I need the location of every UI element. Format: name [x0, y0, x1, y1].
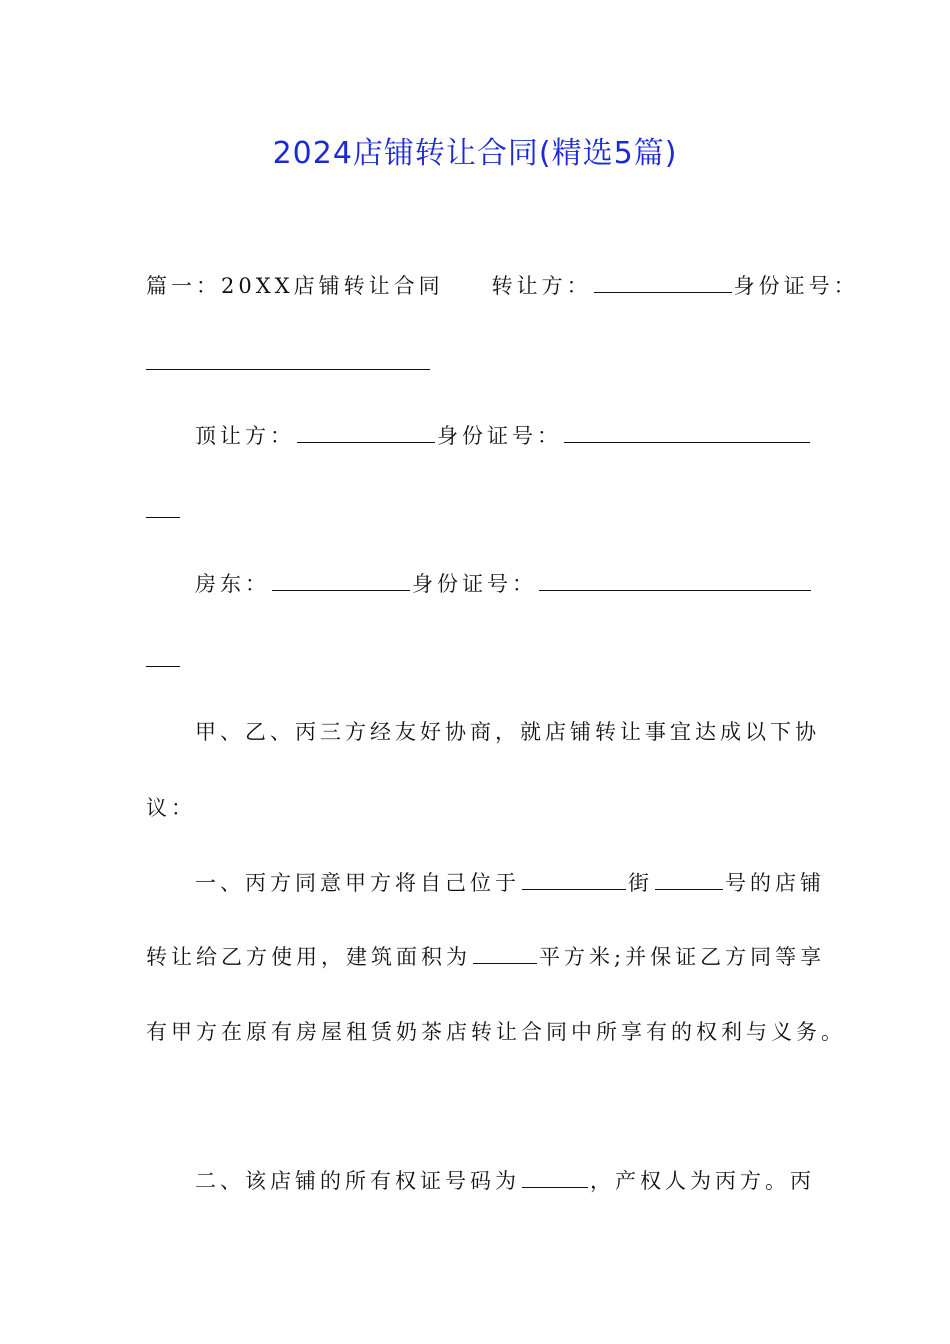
document-title: 2024店铺转让合同(精选5篇)	[272, 136, 678, 171]
assignee-id-blank	[564, 422, 810, 443]
clause-one-text-d: 转让给乙方使用，建筑面积为	[146, 945, 471, 969]
agreement-intro-line2: 议：	[146, 796, 196, 820]
clause-two-text-b: ，产权人为丙方。丙	[590, 1169, 815, 1193]
landlord-blank	[272, 570, 410, 591]
transferor-id-label: 身份证号：	[733, 274, 859, 298]
clause-one-line1	[195, 867, 865, 899]
landlord-id-blank	[539, 570, 811, 591]
assignee-blank	[297, 422, 435, 443]
landlord-label: 房东：	[195, 572, 270, 596]
area-blank	[473, 943, 537, 964]
party-line-landlord	[195, 568, 865, 600]
party-line-transferor	[146, 270, 859, 302]
transferor-id-blank	[146, 369, 430, 370]
clause-two-line1	[195, 1165, 865, 1197]
clause-one-line3: 有甲方在原有房屋租赁奶茶店转让合同中所享有的权利与义务。	[146, 1020, 846, 1044]
certificate-blank	[522, 1167, 588, 1188]
clause-one-text-a: 一、丙方同意甲方将自己位于	[195, 871, 520, 895]
landlord-id-blank-cont	[146, 666, 180, 667]
street-blank	[522, 869, 626, 890]
number-blank	[655, 869, 723, 890]
assignee-label: 顶让方：	[195, 424, 295, 448]
party-line-assignee	[195, 420, 865, 452]
agreement-intro-line1: 甲、乙、丙三方经友好协商，就店铺转让事宜达成以下协	[195, 720, 820, 744]
landlord-id-label: 身份证号：	[412, 572, 537, 596]
clause-one-text-e: 平方米;并保证乙方同等享	[539, 945, 826, 969]
clause-one-text-c: 号的店铺	[725, 871, 825, 895]
transferor-blank	[594, 272, 732, 293]
transferor-label: 转让方：	[491, 274, 592, 298]
assignee-id-blank-cont	[146, 517, 180, 518]
assignee-id-label: 身份证号：	[437, 424, 562, 448]
clause-one-text-b: 街	[628, 871, 653, 895]
section-heading: 篇一：20XX店铺转让合同	[146, 274, 444, 298]
clause-two-text-a: 二、该店铺的所有权证号码为	[195, 1169, 520, 1193]
clause-one-line2	[146, 941, 826, 973]
